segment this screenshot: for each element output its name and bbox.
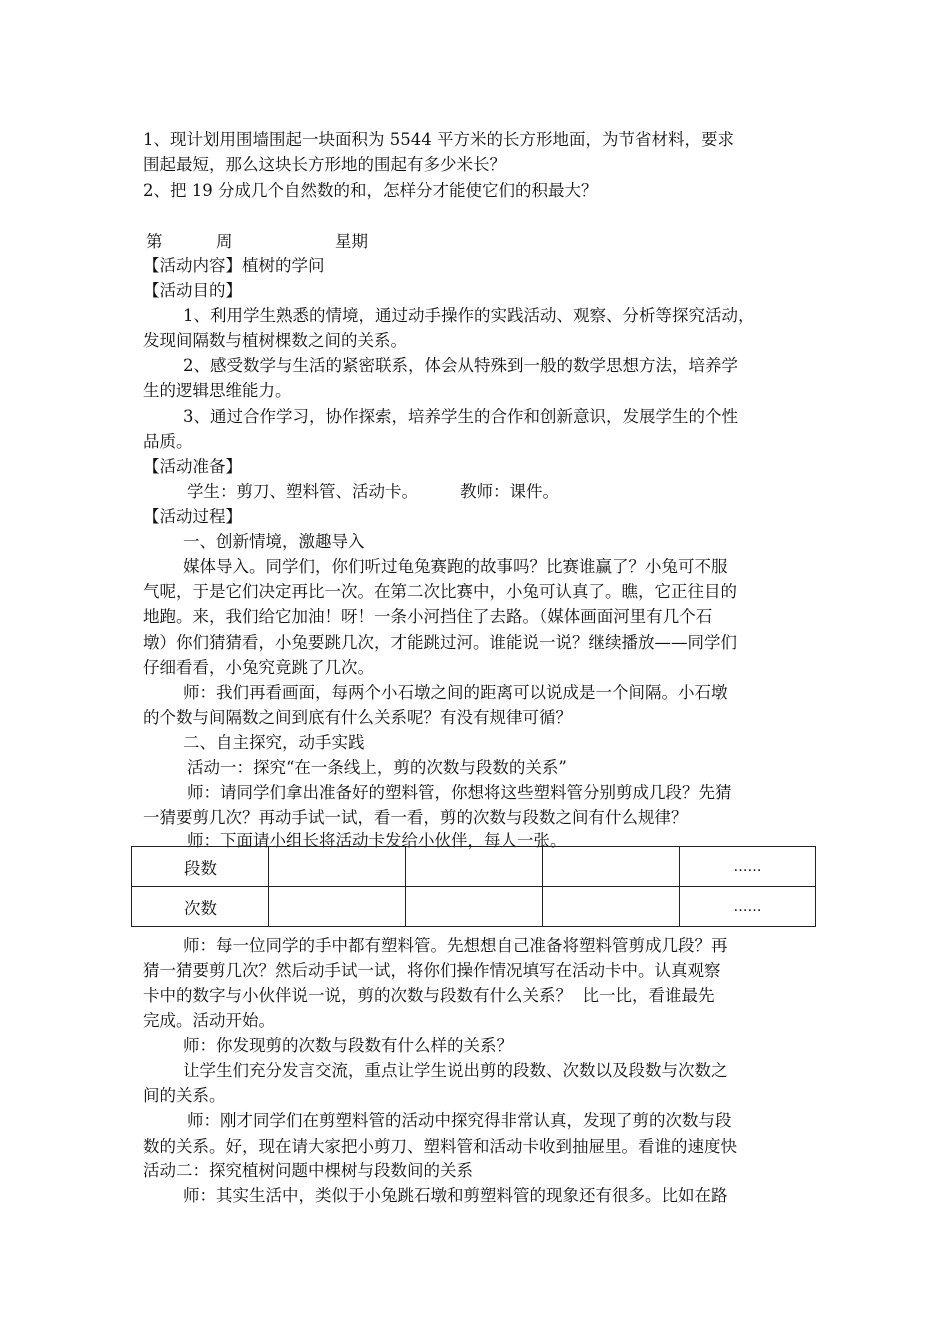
teacher-5: 师：你发现剪的次数与段数有什么样的关系？ bbox=[183, 1036, 513, 1055]
media-line-1: 媒体导入。同学们，你们听过龟兔赛跑的故事吗？比赛谁赢了？小兔可不服 bbox=[183, 557, 728, 576]
teacher-6a: 让学生们充分发言交流，重点让学生说出剪的段数、次数以及段数与次数之 bbox=[183, 1061, 728, 1080]
table-row bbox=[132, 887, 816, 927]
table-cell-ellipsis: …… bbox=[680, 847, 816, 887]
week-line bbox=[143, 229, 823, 254]
week-label-b: 周 bbox=[216, 232, 233, 251]
teacher-4c: 卡中的数字与小伙伴说一说，剪的次数与段数有什么关系？ 比一比，看谁最先 bbox=[143, 986, 715, 1005]
teacher-3: 师：下面请小组长将活动卡发给小伙伴，每人一张。 bbox=[187, 831, 567, 850]
table-cell bbox=[406, 887, 543, 927]
prep-text: 学生：剪刀、塑料管、活动卡。 教师：课件。 bbox=[187, 482, 559, 501]
media-line-5: 仔细看看，小兔究竟跳了几次。 bbox=[143, 658, 374, 677]
teacher-7a: 师：刚才同学们在剪塑料管的活动中探究得非常认真，发现了剪的次数与段 bbox=[187, 1111, 732, 1130]
table-cell bbox=[406, 847, 543, 887]
week-label-a: 第 bbox=[146, 232, 163, 251]
purpose-1b: 发现间隔数与植树棵数之间的关系。 bbox=[143, 331, 407, 350]
activity-1-title: 活动一：探究“在一条线上，剪的次数与段数的关系” bbox=[187, 758, 567, 777]
section-2-title: 二、自主探究，动手实践 bbox=[183, 733, 365, 752]
table-row bbox=[132, 847, 816, 887]
teacher-2b: 一猜要剪几次？再动手试一试，看一看，剪的次数与段数之间有什么规律？ bbox=[143, 808, 688, 827]
teacher-2a: 师：请同学们拿出准备好的塑料管，你想将这些塑料管分别剪成几段？先猜 bbox=[187, 783, 732, 802]
problem-1-line-2: 围起最短，那么这块长方形地的围起有多少米长？ bbox=[143, 155, 506, 174]
table-cell bbox=[543, 887, 680, 927]
table-cell bbox=[269, 887, 406, 927]
purpose-3a: 3、通过合作学习，协作探索，培养学生的合作和创新意识，发展学生的个性 bbox=[183, 407, 738, 426]
section-1-title: 一、创新情境，激趣导入 bbox=[183, 532, 365, 551]
purpose-heading: 【活动目的】 bbox=[143, 281, 242, 300]
activity-card-table bbox=[131, 846, 816, 927]
row-label-segments: 段数 bbox=[132, 847, 269, 887]
teacher-4d: 完成。活动开始。 bbox=[143, 1011, 275, 1030]
purpose-1a: 1、利用学生熟悉的情境，通过动手操作的实践活动、观察、分析等探究活动， bbox=[183, 306, 755, 325]
teacher-1b: 的个数与间隔数之间到底有什么关系呢？有没有规律可循？ bbox=[143, 708, 572, 727]
process-heading: 【活动过程】 bbox=[143, 507, 242, 526]
purpose-2a: 2、感受数学与生活的紧密联系，体会从特殊到一般的数学思想方法，培养学 bbox=[183, 356, 738, 375]
media-line-2: 气呢，于是它们决定再比一次。在第二次比赛中，小兔可认真了。瞧，它正往目的 bbox=[143, 582, 737, 601]
teacher-1a: 师：我们再看画面，每两个小石墩之间的距离可以说成是一个间隔。小石墩 bbox=[183, 683, 728, 702]
activity-2-title: 活动二：探究植树问题中棵树与段数间的关系 bbox=[143, 1161, 473, 1180]
teacher-4b: 猜一猜要剪几次？然后动手试一试，将你们操作情况填写在活动卡中。认真观察 bbox=[143, 961, 721, 980]
table-cell bbox=[543, 847, 680, 887]
media-line-3: 地跑。来，我们给它加油！呀！一条小河挡住了去路。（媒体画面河里有几个石 bbox=[143, 607, 713, 626]
problem-1-line-1: 1、现计划用围墙围起一块面积为 5544 平方米的长方形地面，为节省材料，要求 bbox=[143, 130, 734, 149]
row-label-cuts: 次数 bbox=[132, 887, 269, 927]
purpose-2b: 生的逻辑思维能力。 bbox=[143, 381, 292, 400]
teacher-7b: 数的关系。好，现在请大家把小剪刀、塑料管和活动卡收到抽屉里。看谁的速度快 bbox=[143, 1137, 737, 1156]
teacher-4a: 师：每一位同学的手中都有塑料管。先想想自己准备将塑料管剪成几段？再 bbox=[183, 936, 728, 955]
prep-heading: 【活动准备】 bbox=[143, 457, 242, 476]
media-line-4: 墩）你们猜猜看，小兔要跳几次，才能跳过河。谁能说一说？继续播放——同学们 bbox=[143, 633, 737, 652]
teacher-6b: 间的关系。 bbox=[143, 1086, 226, 1105]
table-cell bbox=[269, 847, 406, 887]
table-cell-ellipsis: …… bbox=[680, 887, 816, 927]
purpose-3b: 品质。 bbox=[143, 432, 193, 451]
week-label-c: 星期 bbox=[335, 232, 368, 251]
activity-content: 【活动内容】植树的学问 bbox=[143, 256, 325, 275]
problem-2: 2、把 19 分成几个自然数的和，怎样分才能使它们的积最大？ bbox=[143, 181, 598, 200]
teacher-8: 师：其实生活中，类似于小兔跳石墩和剪塑料管的现象还有很多。比如在路 bbox=[183, 1186, 728, 1205]
